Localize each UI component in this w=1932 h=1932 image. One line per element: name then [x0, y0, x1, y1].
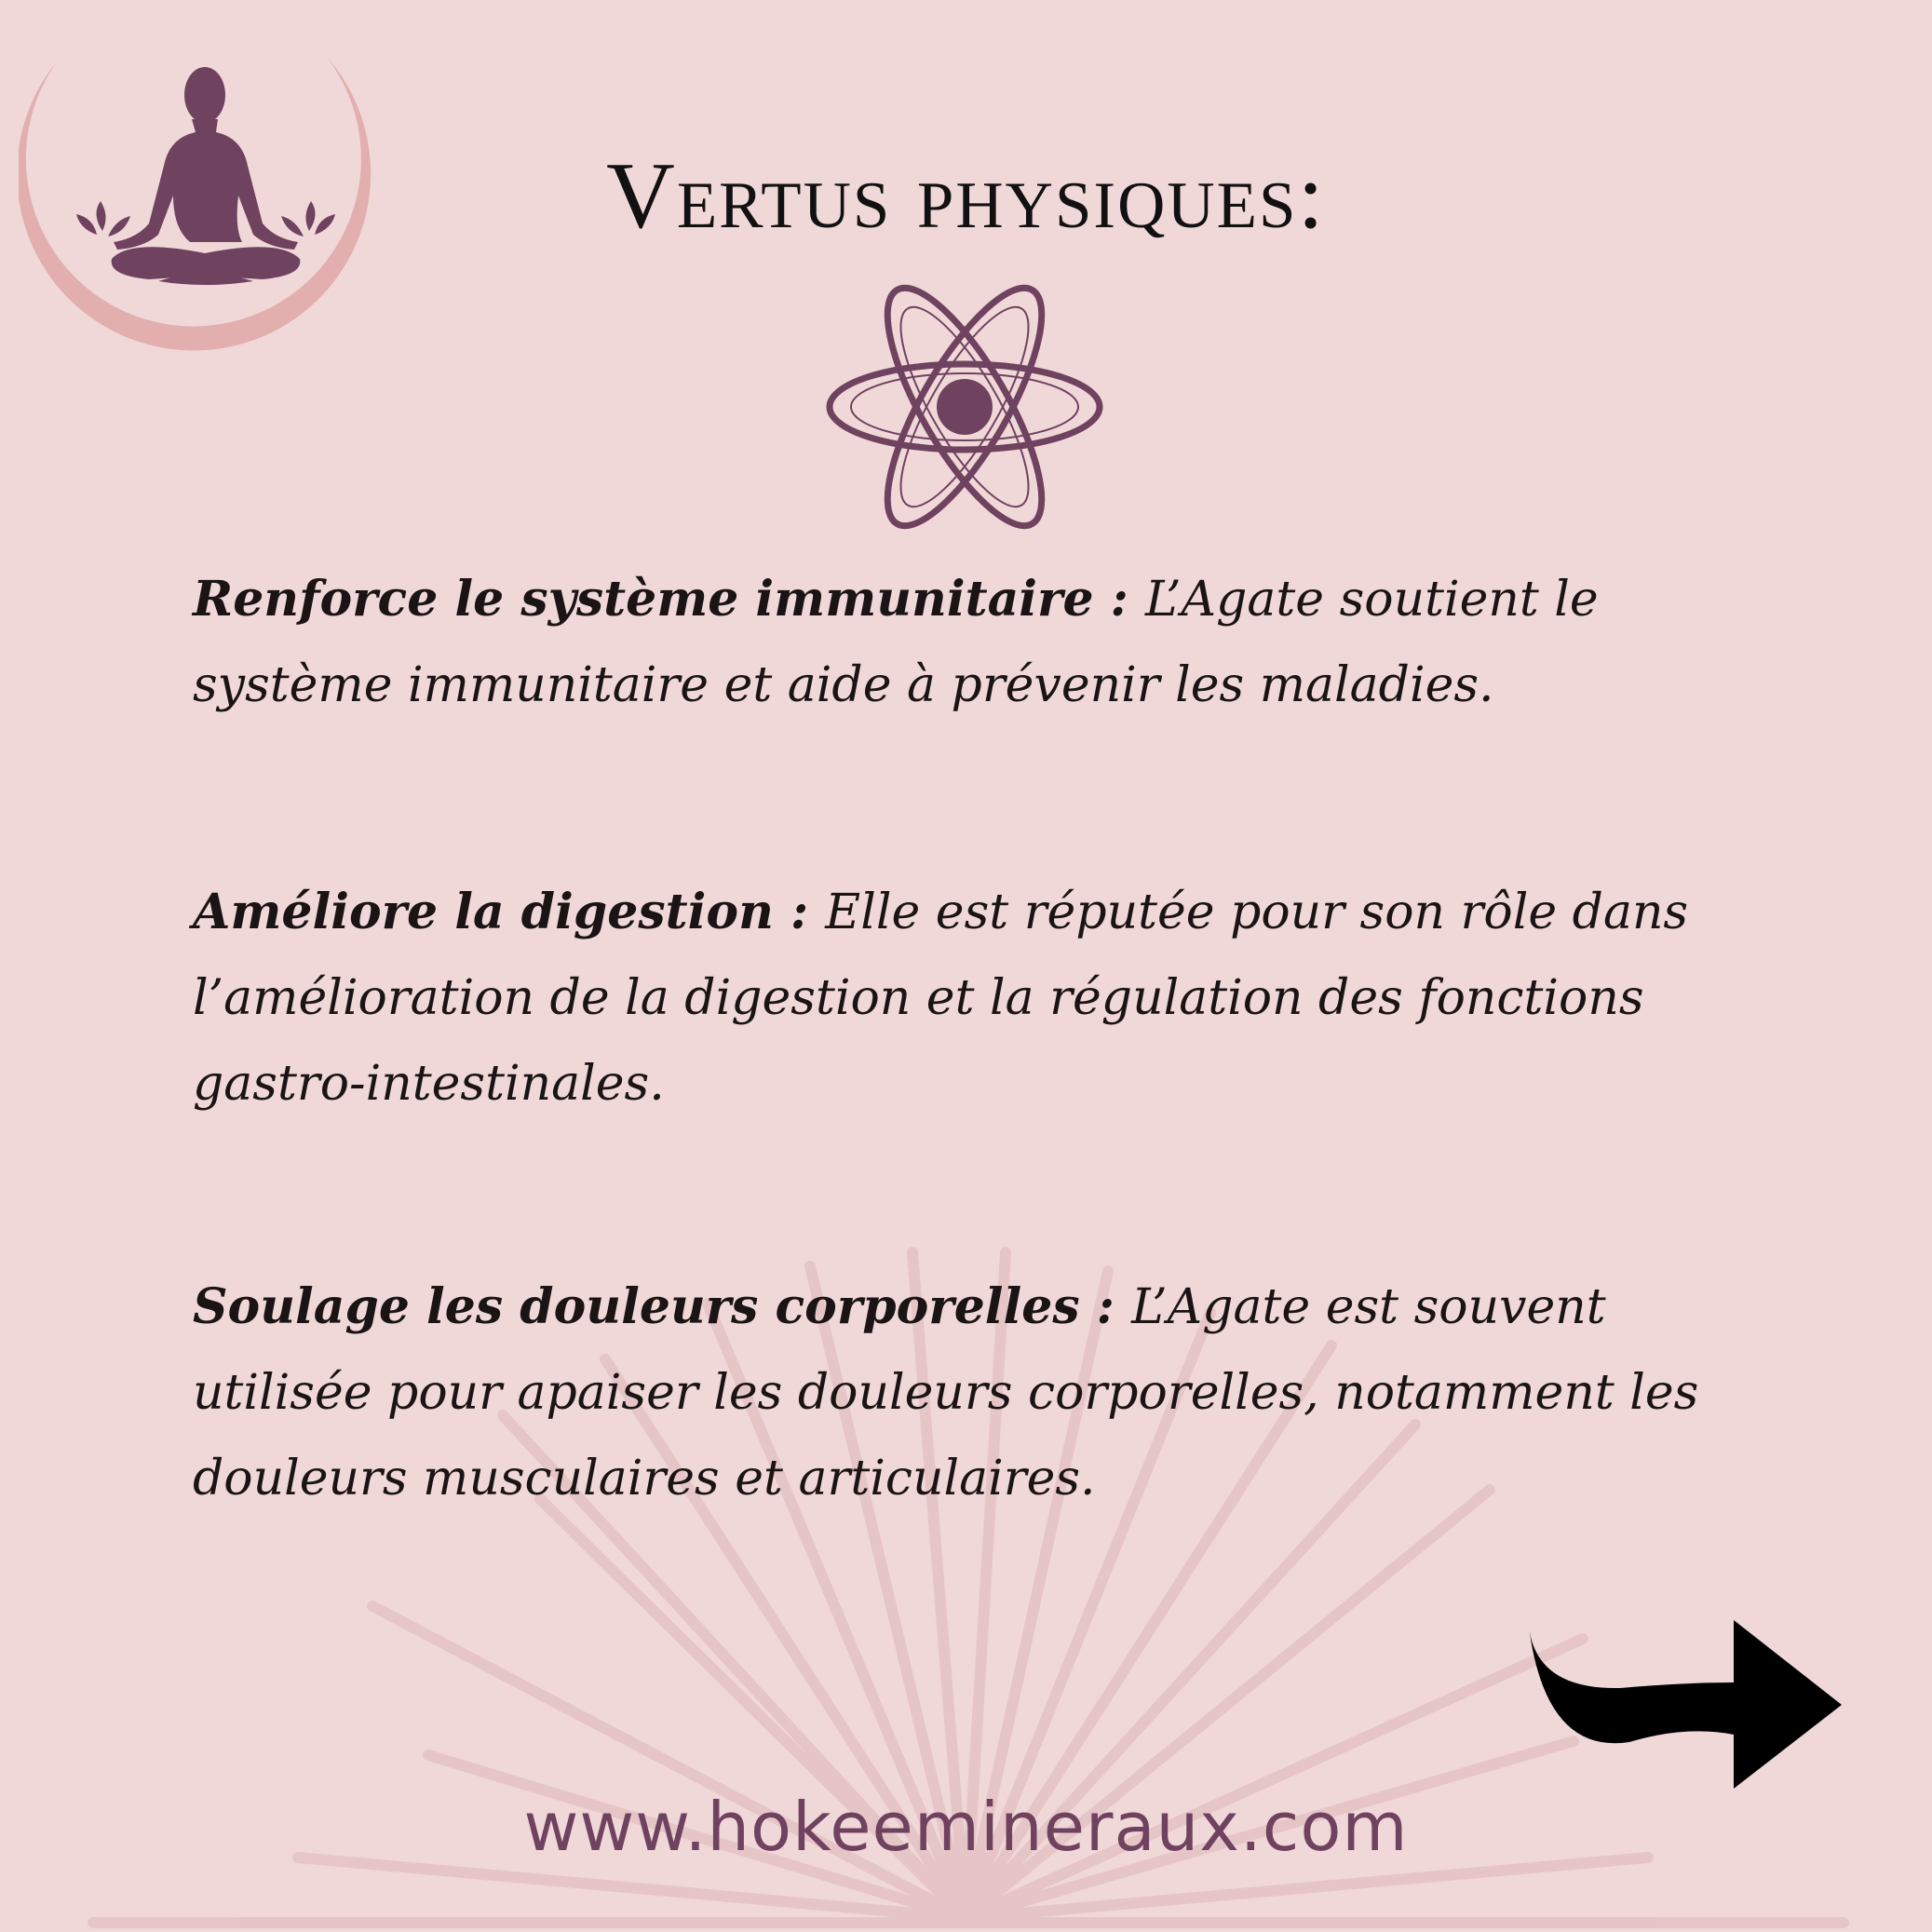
virtue-heading: Soulage les douleurs corporelles	[193, 1278, 1080, 1335]
virtue-immune-system	[193, 557, 1757, 728]
atom-icon	[825, 267, 1104, 547]
virtue-separator: :	[1093, 571, 1145, 628]
virtue-heading: Renforce le système immunitaire	[193, 571, 1094, 628]
virtue-separator: :	[1079, 1278, 1132, 1335]
virtue-heading: Améliore la digestion	[193, 884, 774, 940]
virtue-description: L’Agate soutient le système immunitaire et aide à prévenir les maladies.	[193, 572, 1599, 713]
virtue-separator: :	[773, 884, 826, 940]
virtue-body-pain	[193, 1264, 1757, 1521]
virtue-digestion	[193, 870, 1757, 1127]
arrow-right-icon[interactable]	[1518, 1615, 1848, 1792]
virtue-description: L’Agate est souvent utilisée pour apaiser les douleurs corporelles, notamment les douleurs musculaires et articulaires.	[193, 1279, 1699, 1506]
page-title: Vertus physiques:	[606, 143, 1326, 249]
website-url[interactable]: www.hokeemineraux.com	[523, 1788, 1409, 1866]
virtue-description: Elle est réputée pour son rôle dans l’amélioration de la digestion et la régulation des fonctions gastro-intestinales.	[193, 885, 1689, 1112]
